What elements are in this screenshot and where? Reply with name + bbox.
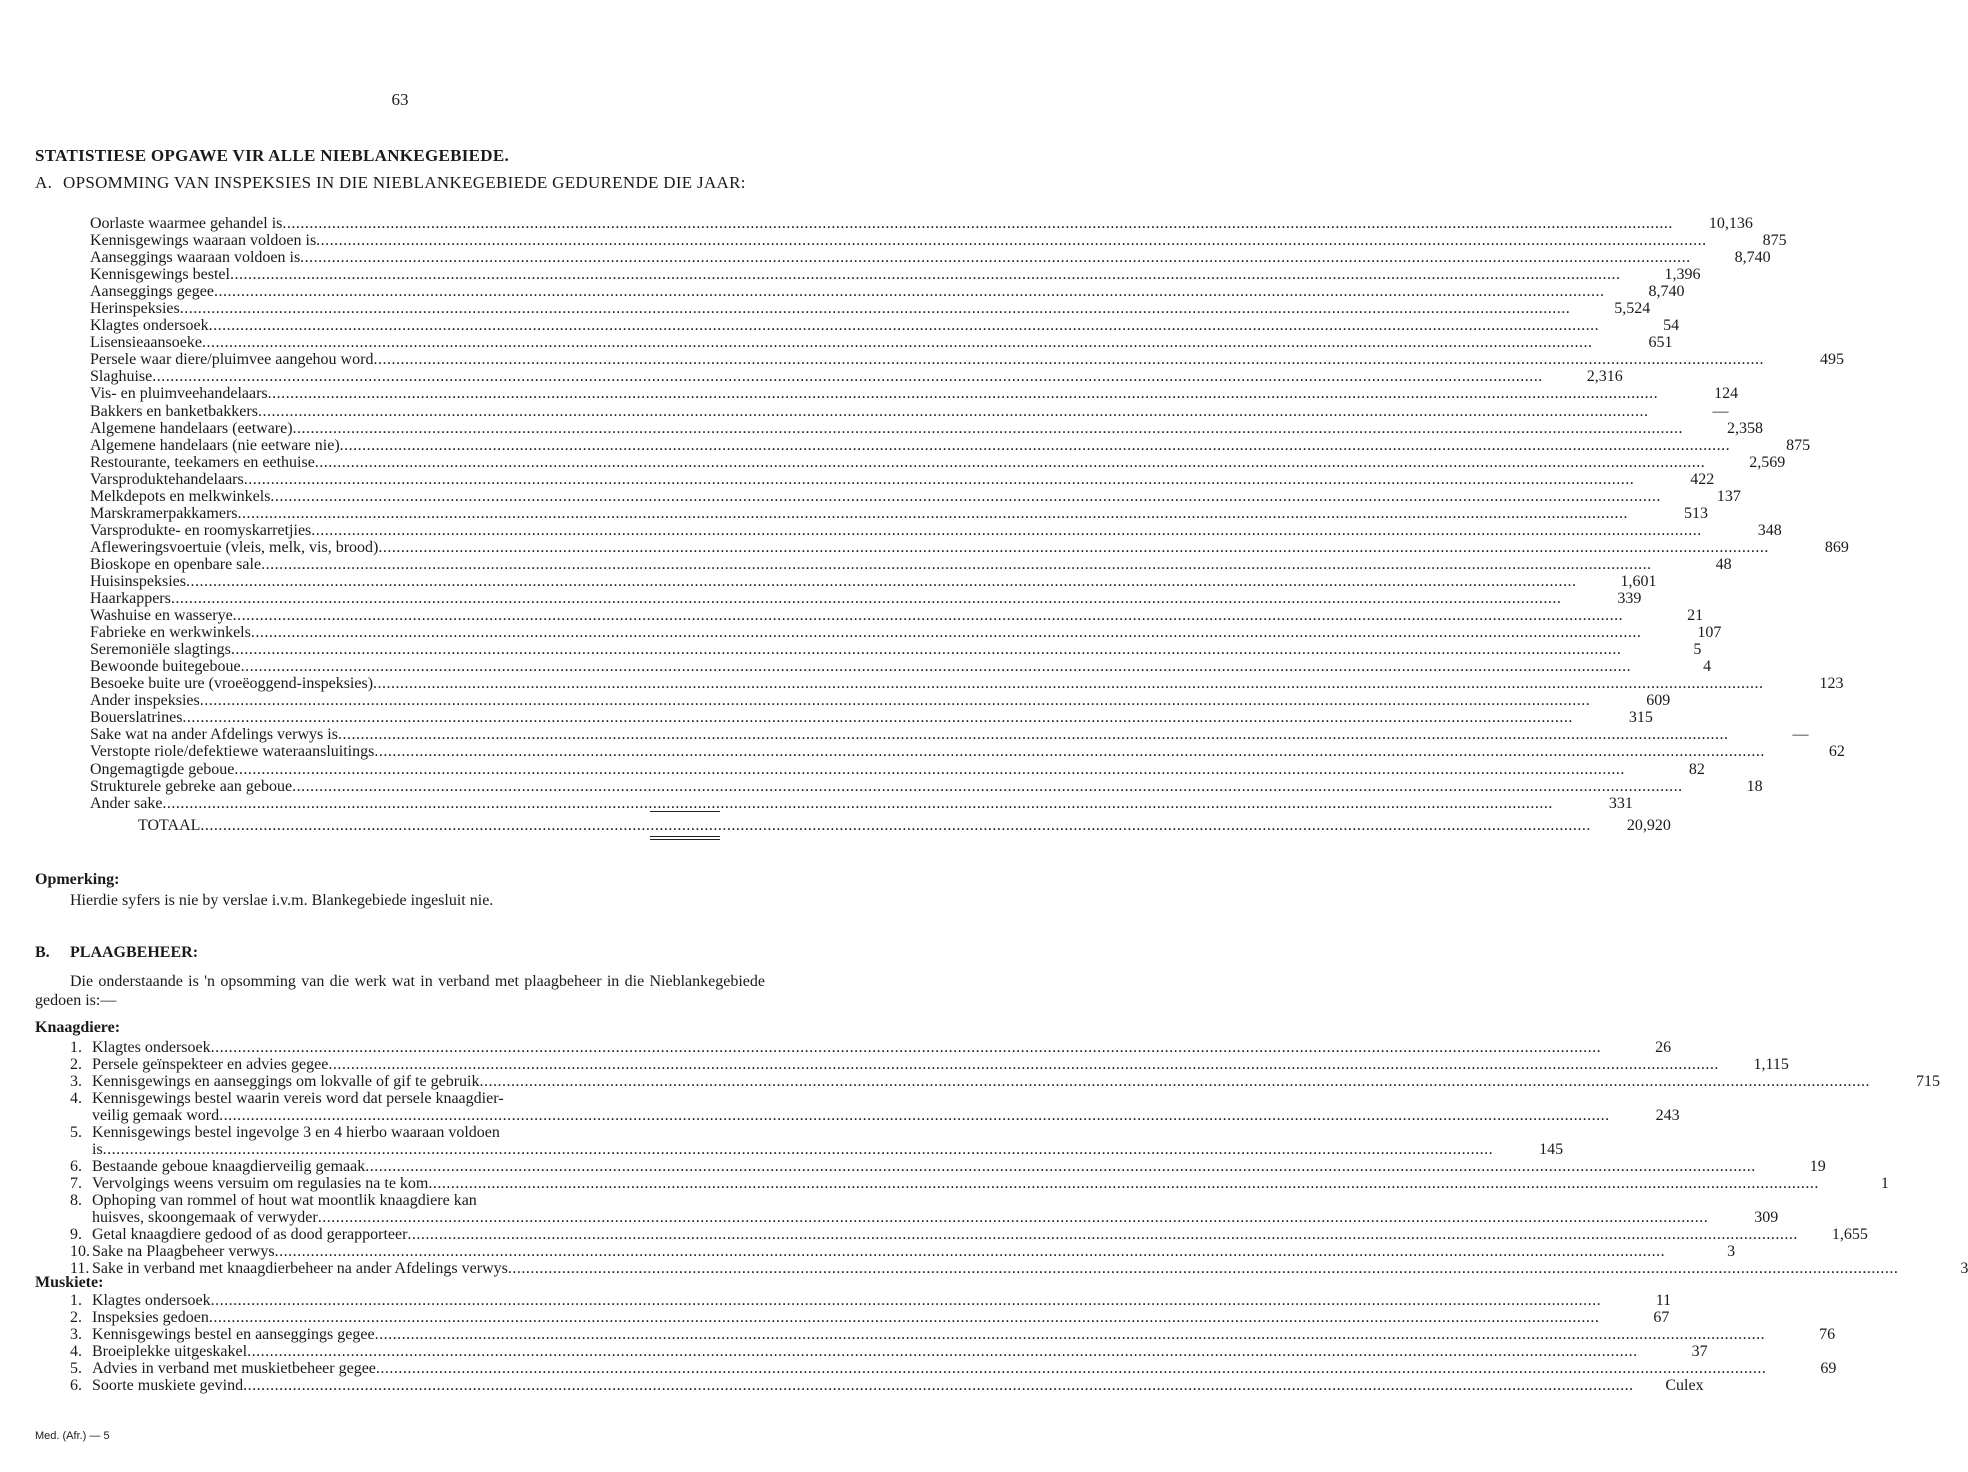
rodents-list bbox=[70, 1039, 1968, 1277]
table-row bbox=[90, 709, 1653, 727]
table-row bbox=[90, 658, 1712, 676]
row-value: 123 bbox=[1819, 675, 1844, 693]
row-value: 495 bbox=[1819, 351, 1844, 369]
table-row bbox=[90, 590, 1642, 608]
row-label: Varsprodukte- en roomyskarretjies bbox=[90, 521, 312, 539]
row-value: — bbox=[1792, 726, 1809, 744]
item-label-line2 bbox=[92, 1141, 1563, 1158]
row-label: Verstopte riole/defektiewe wateraansluitings bbox=[90, 743, 375, 761]
leader-dots bbox=[247, 1343, 1638, 1360]
leader-dots bbox=[311, 522, 1702, 539]
leader-dots bbox=[238, 505, 1629, 522]
row-label: Washuise en wasserye bbox=[90, 607, 233, 625]
item-value: 69 bbox=[1820, 1360, 1837, 1377]
list-item bbox=[70, 1073, 1940, 1090]
row-label: Restourante, teekamers en eethuise bbox=[90, 453, 315, 471]
table-row bbox=[90, 419, 1764, 437]
item-label: Kennisgewings en aanseggings om lokvalle of gif te gebruik bbox=[92, 1073, 480, 1090]
row-value: 513 bbox=[1684, 504, 1708, 522]
page-number: 63 bbox=[391, 90, 409, 109]
item-number: 7. bbox=[70, 1175, 82, 1192]
row-value: 5 bbox=[1693, 641, 1702, 659]
item-number: 5. bbox=[70, 1360, 82, 1377]
item-value: 37 bbox=[1691, 1343, 1708, 1360]
table-row bbox=[90, 402, 1729, 420]
row-value: 875 bbox=[1786, 436, 1811, 454]
leader-dots bbox=[328, 1056, 1719, 1073]
leader-dots bbox=[365, 1158, 1756, 1175]
total-rule bbox=[650, 811, 720, 812]
row-label: Kennisgewings waaraan voldoen is bbox=[90, 232, 317, 250]
mosquitoes-heading: Muskiete: bbox=[35, 1274, 104, 1291]
table-row bbox=[90, 453, 1786, 471]
item-number: 3. bbox=[70, 1326, 82, 1343]
row-label: Algemene handelaars (eetware) bbox=[90, 419, 293, 437]
leader-dots bbox=[275, 1243, 1666, 1260]
item-value: 1 bbox=[1880, 1175, 1889, 1192]
item-number: 2. bbox=[70, 1056, 82, 1073]
table-row bbox=[90, 215, 1753, 232]
item-value: Culex bbox=[1665, 1377, 1704, 1394]
leader-dots bbox=[508, 1260, 1899, 1277]
row-value: 869 bbox=[1824, 538, 1849, 556]
section-b-title: PLAAGBEHEER: bbox=[70, 944, 199, 961]
row-label: Afleweringsvoertuie (vleis, melk, vis, brood) bbox=[90, 538, 379, 556]
table-row bbox=[90, 470, 1715, 488]
remark-text: Hierdie syfers is nie by verslae i.v.m. Blankegebiede ingesluit nie. bbox=[70, 892, 494, 909]
row-label: Kennisgewings bestel bbox=[90, 266, 230, 284]
item-label: Vervolgings weens versuim om regulasies na te kom bbox=[92, 1175, 429, 1192]
item-label: Kennisgewings bestel en aanseggings gegee bbox=[92, 1326, 375, 1343]
table-row bbox=[90, 726, 1809, 744]
item-number: 8. bbox=[70, 1192, 82, 1209]
leader-dots bbox=[200, 692, 1591, 709]
item-value: 1,115 bbox=[1753, 1056, 1789, 1073]
section-b-letter: B. bbox=[35, 944, 50, 961]
row-value: 348 bbox=[1757, 521, 1782, 539]
item-number: 2. bbox=[70, 1309, 82, 1326]
row-value: 21 bbox=[1687, 607, 1704, 625]
item-value: 19 bbox=[1809, 1158, 1826, 1175]
table-row bbox=[90, 368, 1623, 386]
leader-dots bbox=[251, 624, 1642, 641]
item-label: huisves, skoongemaak of verwyder bbox=[92, 1209, 318, 1226]
leader-dots bbox=[209, 1309, 1600, 1326]
section-a-letter: A. bbox=[35, 173, 53, 192]
table-row bbox=[90, 385, 1739, 403]
list-item bbox=[70, 1039, 1672, 1056]
leader-dots bbox=[338, 726, 1729, 743]
item-label: Broeiplekke uitgeskakel bbox=[92, 1343, 248, 1360]
item-body bbox=[92, 1192, 1779, 1226]
item-label: Soorte muskiete gevind bbox=[92, 1377, 244, 1394]
row-value: 82 bbox=[1688, 760, 1705, 778]
item-label: Advies in verband met muskietbeheer gegee bbox=[92, 1360, 376, 1377]
row-value: 10,136 bbox=[1708, 215, 1753, 232]
row-value: 8,740 bbox=[1648, 283, 1685, 301]
leader-dots bbox=[270, 488, 1661, 505]
leader-dots bbox=[103, 1141, 1494, 1158]
item-label-line1: Kennisgewings bestel waarin vereis word dat persele knaagdier- bbox=[92, 1090, 504, 1107]
row-label: Bouerslatrines bbox=[90, 709, 183, 727]
leader-dots bbox=[258, 403, 1649, 420]
item-label: Sake in verband met knaagdierbeheer na ander Afdelings verwys bbox=[92, 1260, 508, 1277]
list-item bbox=[70, 1124, 1564, 1158]
item-value: 309 bbox=[1754, 1209, 1779, 1226]
table-row bbox=[90, 641, 1702, 659]
leader-dots bbox=[186, 573, 1577, 590]
footer-note: Med. (Afr.) — 5 bbox=[35, 1430, 110, 1442]
row-label: Bakkers en banketbakkers bbox=[90, 402, 258, 420]
leader-dots bbox=[376, 1360, 1767, 1377]
row-label: Haarkappers bbox=[90, 590, 171, 608]
leader-dots bbox=[241, 658, 1632, 675]
leader-dots bbox=[243, 1377, 1634, 1394]
row-label: Aanseggings gegee bbox=[90, 283, 214, 301]
item-number: 4. bbox=[70, 1343, 82, 1360]
list-item bbox=[70, 1343, 1708, 1360]
leader-dots bbox=[282, 215, 1673, 232]
leader-dots bbox=[407, 1226, 1798, 1243]
total-double-rule-1 bbox=[650, 836, 720, 837]
row-label: Fabrieke en werkwinkels bbox=[90, 624, 251, 642]
total-value: 20,920 bbox=[1626, 817, 1671, 834]
list-item bbox=[70, 1056, 1789, 1073]
row-label: Huisinspeksies bbox=[90, 572, 186, 590]
leader-dots bbox=[211, 1292, 1602, 1309]
row-value: 137 bbox=[1716, 487, 1741, 505]
leader-dots bbox=[316, 232, 1707, 249]
table-row bbox=[90, 521, 1782, 539]
row-label: Ander inspeksies bbox=[90, 692, 200, 710]
row-label: Ander sake bbox=[90, 794, 163, 812]
list-item bbox=[70, 1158, 1826, 1175]
item-value: 26 bbox=[1655, 1039, 1672, 1056]
list-item bbox=[70, 1175, 1889, 1192]
item-number: 9. bbox=[70, 1226, 82, 1243]
list-item bbox=[70, 1243, 1736, 1260]
table-row bbox=[90, 607, 1704, 625]
row-value: 875 bbox=[1762, 232, 1787, 250]
inspection-summary-list bbox=[90, 215, 1849, 812]
row-value: 2,316 bbox=[1586, 368, 1623, 386]
leader-dots bbox=[292, 778, 1683, 795]
table-row bbox=[90, 232, 1787, 250]
list-item bbox=[70, 1326, 1836, 1343]
leader-dots bbox=[374, 743, 1765, 760]
leader-dots bbox=[479, 1073, 1870, 1090]
item-value: 76 bbox=[1819, 1326, 1836, 1343]
row-value: 1,601 bbox=[1620, 572, 1657, 590]
item-label: Getal knaagdiere gedood of as dood gerapporteer bbox=[92, 1226, 408, 1243]
table-row bbox=[90, 760, 1705, 778]
leader-dots bbox=[211, 1039, 1602, 1056]
leader-dots bbox=[202, 334, 1593, 351]
main-title: STATISTIESE OPGAWE VIR ALLE NIEBLANKEGEBIEDE. bbox=[35, 146, 510, 165]
row-value: 4 bbox=[1703, 658, 1712, 676]
leader-dots bbox=[231, 641, 1622, 658]
table-row bbox=[90, 300, 1651, 318]
item-label-line1: Kennisgewings bestel ingevolge 3 en 4 hierbo waaraan voldoen bbox=[92, 1124, 500, 1141]
leader-dots bbox=[428, 1175, 1819, 1192]
leader-dots bbox=[171, 590, 1562, 607]
row-label: Strukturele gebreke aan geboue bbox=[90, 777, 293, 795]
item-number: 5. bbox=[70, 1124, 82, 1141]
row-label: Melkdepots en melkwinkels bbox=[90, 487, 271, 505]
section-b-intro: Die onderstaande is 'n opsomming van die werk wat in verband met plaagbeheer in die Nieblankegebiede gedoen is:— bbox=[35, 973, 765, 1009]
item-label: Klagtes ondersoek bbox=[92, 1039, 211, 1056]
row-label: Varsproduktehandelaars bbox=[90, 470, 244, 488]
leader-dots bbox=[378, 539, 1769, 556]
item-label: Inspeksies gedoen bbox=[92, 1309, 209, 1326]
row-label: Bioskope en openbare sale bbox=[90, 555, 262, 573]
item-value: 3 bbox=[1960, 1260, 1968, 1277]
item-value: 11 bbox=[1655, 1292, 1672, 1309]
row-label: Marskramerpakkamers bbox=[90, 504, 238, 522]
table-row bbox=[90, 743, 1845, 761]
leader-dots bbox=[340, 437, 1731, 454]
mosquitoes-list bbox=[70, 1292, 1837, 1394]
item-body bbox=[92, 1090, 1680, 1124]
table-row bbox=[90, 504, 1708, 522]
row-label: Persele waar diere/pluimvee aangehou word bbox=[90, 351, 374, 369]
row-label: Bewoonde buitegeboue bbox=[90, 658, 241, 676]
row-value: 2,569 bbox=[1749, 453, 1786, 471]
item-value: 67 bbox=[1653, 1309, 1670, 1326]
leader-dots bbox=[182, 709, 1573, 726]
leader-dots bbox=[373, 675, 1764, 692]
table-row bbox=[90, 249, 1771, 267]
item-number: 10. bbox=[70, 1243, 90, 1260]
table-row bbox=[90, 487, 1741, 505]
list-item bbox=[70, 1292, 1672, 1309]
item-label: Persele geïnspekteer en advies gegee bbox=[92, 1056, 329, 1073]
list-item bbox=[70, 1260, 1968, 1277]
table-row bbox=[90, 283, 1685, 301]
row-label: Ongemagtigde geboue bbox=[90, 760, 235, 778]
list-item bbox=[70, 1309, 1670, 1326]
row-value: 651 bbox=[1648, 334, 1673, 352]
row-value: 331 bbox=[1608, 794, 1633, 812]
leader-dots bbox=[261, 556, 1652, 573]
row-value: 609 bbox=[1646, 692, 1671, 710]
leader-dots bbox=[300, 249, 1691, 266]
table-row bbox=[90, 538, 1849, 556]
rodents-heading: Knaagdiere: bbox=[35, 1019, 121, 1036]
total-label: TOTAAL bbox=[138, 817, 201, 834]
item-label: is bbox=[92, 1141, 103, 1158]
row-label: Seremoniële slagtings bbox=[90, 641, 231, 659]
item-label-line2 bbox=[92, 1209, 1779, 1226]
item-label: Klagtes ondersoek bbox=[92, 1292, 211, 1309]
item-value: 243 bbox=[1655, 1107, 1680, 1124]
row-label: Besoeke buite ure (vroeëoggend-inspeksies) bbox=[90, 675, 374, 693]
row-value: 315 bbox=[1628, 709, 1653, 727]
leader-dots bbox=[234, 761, 1625, 778]
row-value: 422 bbox=[1690, 470, 1715, 488]
leader-dots bbox=[244, 471, 1635, 488]
item-value: 145 bbox=[1539, 1141, 1564, 1158]
leader-dots bbox=[375, 1326, 1766, 1343]
leader-dots bbox=[180, 300, 1571, 317]
table-row bbox=[90, 351, 1844, 369]
row-label: Oorlaste waarmee gehandel is bbox=[90, 215, 283, 232]
table-row bbox=[90, 794, 1633, 812]
row-value: 18 bbox=[1746, 777, 1763, 795]
item-value: 715 bbox=[1915, 1073, 1940, 1090]
row-value: 5,524 bbox=[1614, 300, 1651, 318]
leader-dots bbox=[233, 607, 1624, 624]
item-label: veilig gemaak word bbox=[92, 1107, 220, 1124]
leader-dots bbox=[318, 1209, 1709, 1226]
leader-dots bbox=[219, 1107, 1610, 1124]
item-number: 6. bbox=[70, 1377, 82, 1394]
row-label: Sake wat na ander Afdelings verwys is bbox=[90, 726, 338, 744]
item-value: 1,655 bbox=[1831, 1226, 1868, 1243]
list-item bbox=[70, 1226, 1868, 1243]
row-label: Aanseggings waaraan voldoen is bbox=[90, 249, 301, 267]
row-label: Slaghuise bbox=[90, 368, 153, 386]
item-label-line2 bbox=[92, 1107, 1680, 1124]
leader-dots bbox=[268, 385, 1659, 402]
row-value: 48 bbox=[1715, 555, 1732, 573]
item-value: 3 bbox=[1727, 1243, 1736, 1260]
list-item bbox=[70, 1360, 1837, 1377]
section-a-title: OPSOMMING VAN INSPEKSIES IN DIE NIEBLANKEGEBIEDE GEDURENDE DIE JAAR: bbox=[63, 173, 746, 192]
row-value: 124 bbox=[1714, 385, 1739, 403]
leader-dots bbox=[209, 317, 1600, 334]
leader-dots bbox=[230, 266, 1621, 283]
item-number: 1. bbox=[70, 1039, 82, 1056]
row-value: 2,358 bbox=[1727, 419, 1764, 437]
item-body bbox=[92, 1124, 1563, 1158]
row-value: 339 bbox=[1617, 590, 1642, 608]
row-value: 8,740 bbox=[1734, 249, 1771, 267]
leader-dots bbox=[293, 420, 1684, 437]
row-value: 1,396 bbox=[1664, 266, 1701, 284]
table-row bbox=[90, 317, 1680, 335]
total-double-rule-2 bbox=[650, 839, 720, 840]
leader-dots bbox=[214, 283, 1605, 300]
total-row bbox=[138, 817, 1671, 834]
row-value: 62 bbox=[1828, 743, 1845, 761]
table-row bbox=[90, 334, 1673, 352]
item-number: 11. bbox=[70, 1260, 90, 1277]
table-row bbox=[90, 675, 1844, 693]
leader-dots bbox=[152, 368, 1543, 385]
table-row bbox=[90, 624, 1722, 642]
table-row bbox=[90, 777, 1763, 795]
row-label: Lisensieaansoeke bbox=[90, 334, 202, 352]
row-label: Klagtes ondersoek bbox=[90, 317, 209, 335]
item-label: Bestaande geboue knaagdierveilig gemaak bbox=[92, 1158, 366, 1175]
row-value: 54 bbox=[1663, 317, 1680, 335]
leader-dots bbox=[373, 351, 1764, 368]
table-row bbox=[90, 436, 1811, 454]
item-number: 4. bbox=[70, 1090, 82, 1107]
list-item bbox=[70, 1377, 1704, 1394]
row-label: Herinspeksies bbox=[90, 300, 180, 318]
item-label-line1: Ophoping van rommel of hout wat moontlik knaagdiere kan bbox=[92, 1192, 477, 1209]
list-item bbox=[70, 1090, 1680, 1124]
table-row bbox=[90, 572, 1657, 590]
row-value: 107 bbox=[1697, 624, 1722, 642]
leader-dots bbox=[315, 454, 1706, 471]
list-item bbox=[70, 1192, 1779, 1226]
leader-dots bbox=[162, 795, 1553, 812]
row-label: Algemene handelaars (nie eetware nie) bbox=[90, 436, 340, 454]
item-number: 6. bbox=[70, 1158, 82, 1175]
item-number: 3. bbox=[70, 1073, 82, 1090]
row-value: — bbox=[1712, 402, 1729, 420]
row-label: Vis- en pluimveehandelaars bbox=[90, 385, 268, 403]
table-row bbox=[90, 266, 1701, 284]
table-row bbox=[90, 692, 1671, 710]
remark-heading: Opmerking: bbox=[35, 871, 120, 888]
table-row bbox=[90, 555, 1732, 573]
item-label: Sake na Plaagbeheer verwys bbox=[92, 1243, 275, 1260]
item-number: 1. bbox=[70, 1292, 82, 1309]
